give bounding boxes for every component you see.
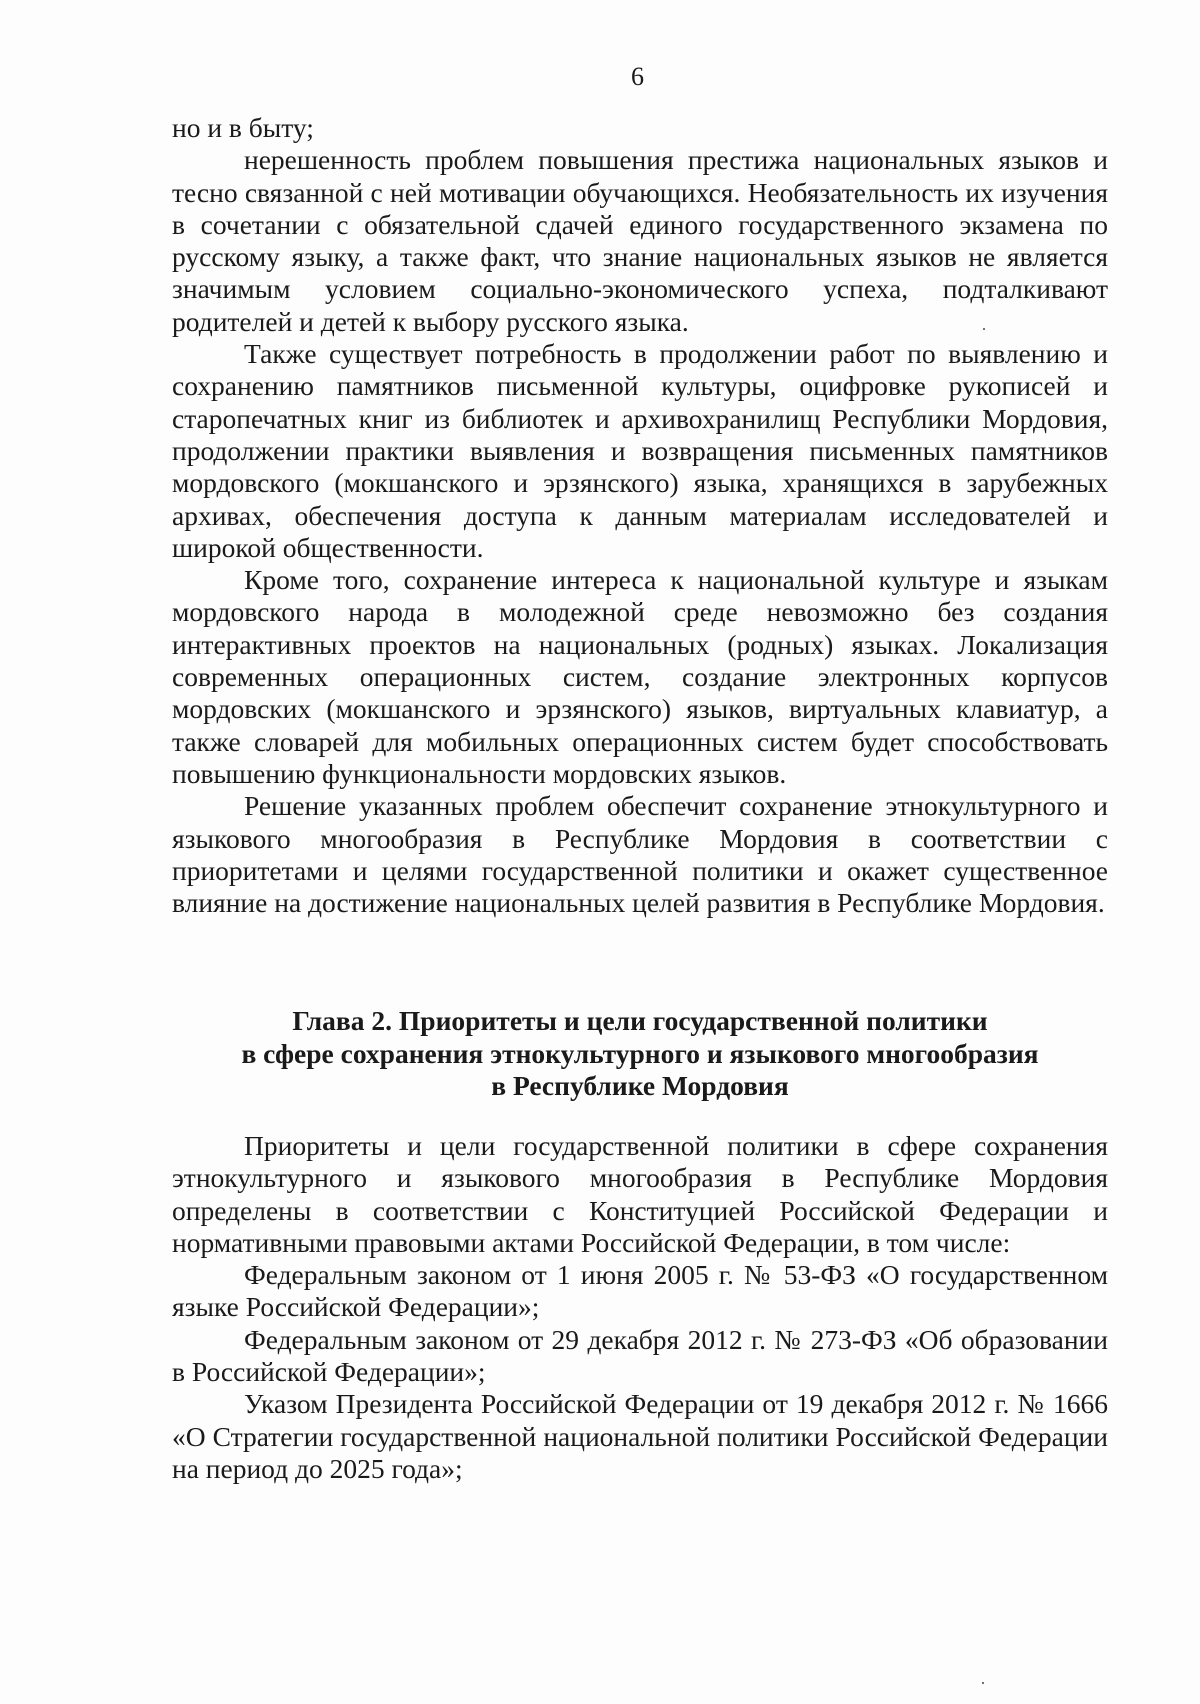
chapter-heading (172, 1005, 1108, 1103)
paragraph: Кроме того, сохранение интереса к национальной культуре и языкам мордовского народа в молодежной среде невозможно без создания интерактивных проектов на национальных (родных) языках. Локализация современных операционных систем, создание электронных корпусов мордовских (мокшанского и эрзянского) языков, виртуальных клавиатур, а также словарей для мобильных операционных систем будет способствовать повышению функциональности мордовских языков. (172, 564, 1108, 789)
section-1-text (172, 112, 1108, 919)
list-item: Федеральным законом от 29 декабря 2012 г. № 273-ФЗ «Об образовании в Российской Федерации»; (172, 1323, 1108, 1388)
chapter-heading-line: Глава 2. Приоритеты и цели государственной политики (292, 1005, 988, 1036)
paragraph: Решение указанных проблем обеспечит сохранение этнокультурного и языкового многообразия в Республике Мордовия в соответствии с приоритетами и целями государственной политики и окажет существенное влияние на достижение национальных целей развития в Республике Мордовия. (172, 790, 1108, 919)
paragraph: Приоритеты и цели государственной политики в сфере сохранения этнокультурного и языкового многообразия в Республике Мордовия определены в соответствии с Конституцией Российской Федерации и нормативными правовыми актами Российской Федерации, в том числе: (172, 1130, 1108, 1258)
list-item: Указом Президента Российской Федерации от 19 декабря 2012 г. № 1666 «О Стратегии государственной национальной политики Российской Федерации на период до 2025 года»; (172, 1388, 1108, 1484)
paragraph: Также существует потребность в продолжении работ по выявлению и сохранению памятников письменной культуры, оцифровке рукописей и старопечатных книг из библиотек и архивохранилищ Республики Мордовия, продолжении практики выявления и возвращения письменных памятников мордовского (мокшанского и эрзянского) языка, хранящихся в зарубежных архивах, обеспечения доступа к данным материалам исследователей и широкой общественности. (172, 338, 1108, 563)
chapter-heading-line: в сфере сохранения этнокультурного и языкового многообразия (241, 1037, 1039, 1069)
scan-speck (983, 328, 985, 330)
scan-speck (982, 1682, 984, 1684)
page-number: 6 (631, 62, 644, 91)
paragraph: нерешенность проблем повышения престижа национальных языков и тесно связанной с ней мотивации обучающихся. Необязательность их изучения в сочетании с обязательной сдачей единого государственного экзамена по русскому языку, а также факт, что знание национальных языков не является значимым условием социально-экономического успеха, подталкивают родителей и детей к выбору русского языка. (172, 144, 1108, 337)
list-item: Федеральным законом от 1 июня 2005 г. № 53-ФЗ «О государственном языке Российской Федерации»; (172, 1259, 1108, 1323)
chapter-heading-line: в Республике Мордовия (491, 1070, 789, 1101)
section-2-text (172, 1130, 1108, 1485)
paragraph-continuation: но и в быту; (172, 112, 314, 143)
